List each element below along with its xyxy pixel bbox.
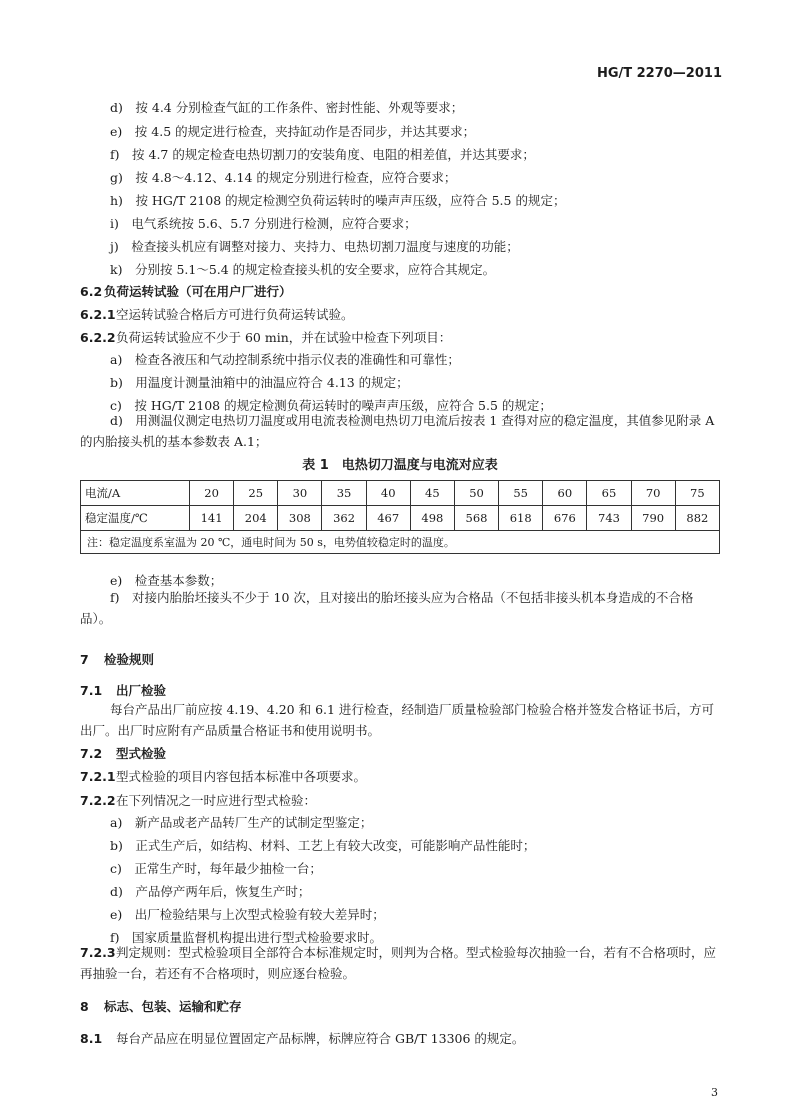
list-item: a) 检查各液压和气动控制系统中指示仪表的准确性和可靠性； xyxy=(110,352,460,367)
section-heading: 7 检验规则 xyxy=(80,652,155,667)
table-cell: 498 xyxy=(410,506,454,531)
section-heading: 7.1 出厂检验 xyxy=(80,683,167,698)
table-cell: 676 xyxy=(543,506,587,531)
table-cell: 467 xyxy=(366,506,410,531)
table-cell: 882 xyxy=(675,506,719,531)
table-cell: 618 xyxy=(499,506,543,531)
table-cell: 70 xyxy=(631,481,675,506)
clause: 6.2.1空运转试验合格后方可进行负荷运转试验。 xyxy=(80,307,354,322)
table-cell: 25 xyxy=(234,481,278,506)
list-item: e) 按 4.5 的规定进行检查，夹持缸动作是否同步，并达其要求； xyxy=(110,124,476,139)
table-cell: 20 xyxy=(190,481,234,506)
table-cell: 60 xyxy=(543,481,587,506)
table-note: 注：稳定温度系室温为 20 ℃，通电时间为 50 s，电势值较稳定时的温度。 xyxy=(81,531,720,554)
list-item: d) 用测温仪测定电热切刀温度或用电流表检测电热切刀电流后按表 1 查得对应的稳定温度，其值参见附录 A 的内胎接头机的基本参数表 A.1； xyxy=(80,413,715,449)
table-cell: 743 xyxy=(587,506,631,531)
table-cell: 45 xyxy=(410,481,454,506)
table-cell: 308 xyxy=(278,506,322,531)
table-cell: 204 xyxy=(234,506,278,531)
list-item: k) 分别按 5.1～5.4 的规定检查接头机的安全要求，应符合其规定。 xyxy=(110,262,496,277)
clause: 7.2.2在下列情况之一时应进行型式检验： xyxy=(80,793,317,808)
clause: 6.2.2负荷运转试验应不少于 60 min，并在试验中检查下列项目： xyxy=(80,330,452,345)
table-header-cell: 电流/A xyxy=(81,481,190,506)
section-heading: 8 标志、包装、运输和贮存 xyxy=(80,999,242,1014)
list-item: f) 按 4.7 的规定检查电热切割刀的安装角度、电阻的相差值，并达其要求； xyxy=(110,147,535,162)
paragraph: 每台产品出厂前应按 4.19、4.20 和 6.1 进行检查，经制造厂质量检验部门检验合格并签发合格证书后，方可出厂。出厂时应附有产品质量合格证书和使用说明书。 xyxy=(80,702,714,738)
list-item: i) 电气系统按 5.6、5.7 分别进行检测，应符合要求； xyxy=(110,216,417,231)
list-item: e) 检查基本参数； xyxy=(110,573,223,588)
table-cell: 40 xyxy=(366,481,410,506)
section-heading: 6.2 负荷运转试验（可在用户厂进行） xyxy=(80,284,292,299)
clause: 7.2.1型式检验的项目内容包括本标准中各项要求。 xyxy=(80,769,367,784)
list-item: h) 按 HG/T 2108 的规定检测空负荷运转时的噪声声压级，应符合 5.5 的规定； xyxy=(110,193,566,208)
table-cell: 50 xyxy=(454,481,498,506)
clause: 8.1 每台产品应在明显位置固定产品标牌，标牌应符合 GB/T 13306 的规定。 xyxy=(80,1031,525,1046)
list-item: b) 正式生产后，如结构、材料、工艺上有较大改变，可能影响产品性能时； xyxy=(110,838,536,853)
table-cell: 65 xyxy=(587,481,631,506)
table-header-cell: 稳定温度/℃ xyxy=(81,506,190,531)
table-row xyxy=(81,531,720,554)
page-number: 3 xyxy=(711,1086,718,1099)
table-cell: 35 xyxy=(322,481,366,506)
list-item: d) 按 4.4 分别检查气缸的工作条件、密封性能、外观等要求； xyxy=(110,100,464,115)
list-item: c) 按 HG/T 2108 的规定检测负荷运转时的噪声声压级，应符合 5.5 的规定； xyxy=(110,398,552,413)
table-caption: 表 1 电热切刀温度与电流对应表 xyxy=(302,458,498,473)
list-item: c) 正常生产时，每年最少抽检一台； xyxy=(110,861,322,876)
table-cell: 790 xyxy=(631,506,675,531)
table-cell: 568 xyxy=(454,506,498,531)
table-cell: 55 xyxy=(499,481,543,506)
current-temperature-table xyxy=(80,480,720,554)
list-item: f) 国家质量监督机构提出进行型式检验要求时。 xyxy=(110,930,383,945)
table-cell: 141 xyxy=(190,506,234,531)
list-item: e) 出厂检验结果与上次型式检验有较大差异时； xyxy=(110,907,385,922)
standard-code: HG/T 2270—2011 xyxy=(596,66,722,81)
table-cell: 75 xyxy=(675,481,719,506)
section-heading: 7.2 型式检验 xyxy=(80,746,167,761)
table-cell: 362 xyxy=(322,506,366,531)
table-row xyxy=(81,506,720,531)
list-item: j) 检查接头机应有调整对接力、夹持力、电热切割刀温度与速度的功能； xyxy=(110,239,519,254)
list-item: b) 用温度计测量油箱中的油温应符合 4.13 的规定； xyxy=(110,375,409,390)
list-item: a) 新产品或老产品转厂生产的试制定型鉴定； xyxy=(110,815,373,830)
table-row xyxy=(81,481,720,506)
list-item: d) 产品停产两年后，恢复生产时； xyxy=(110,884,311,899)
list-item: g) 按 4.8～4.12、4.14 的规定分别进行检查，应符合要求； xyxy=(110,170,457,185)
list-item: f) 对接内胎胎坯接头不少于 10 次，且对接出的胎坯接头应为合格品（不包括非接头机本身造成的不合格品）。 xyxy=(80,590,694,626)
table-cell: 30 xyxy=(278,481,322,506)
clause: 7.2.3判定规则：型式检验项目全部符合本标准规定时，则判为合格。型式检验每次抽验一台，若有不合格项时，应再抽验一台，若还有不合格项时，则应逐台检验。 xyxy=(80,945,717,981)
